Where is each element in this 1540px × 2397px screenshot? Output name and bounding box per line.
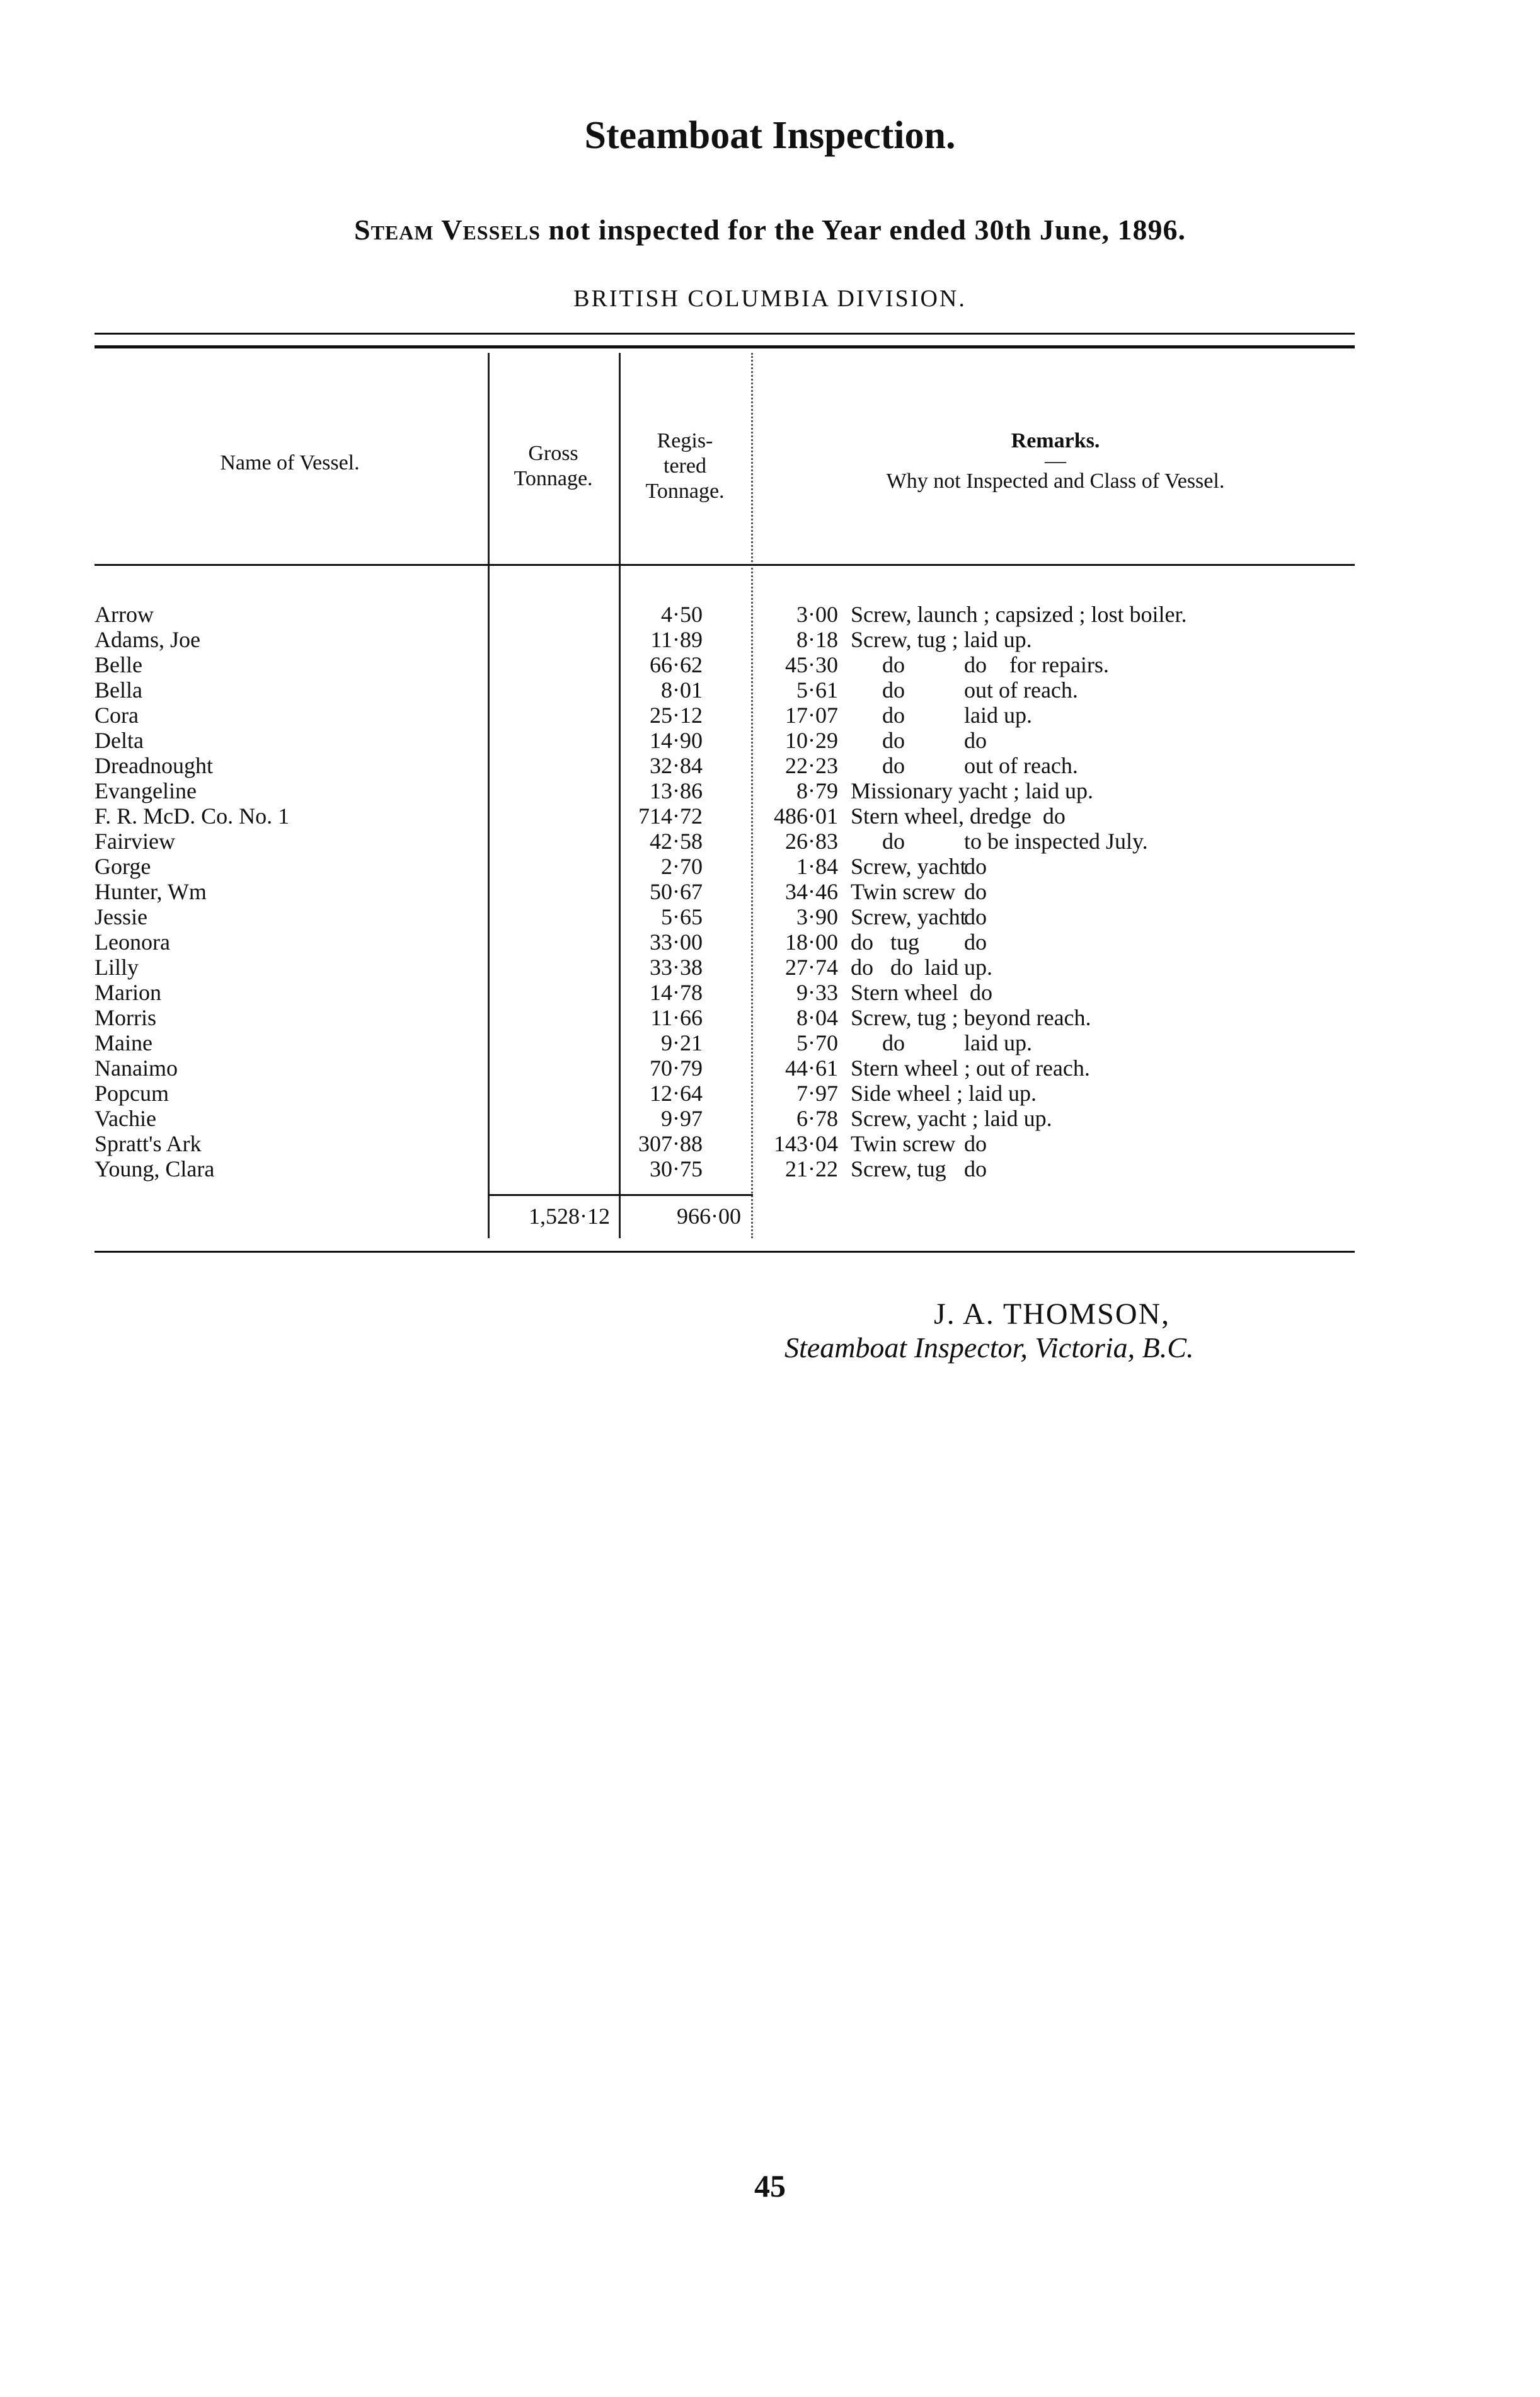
table-row (95, 728, 1355, 753)
gross-tonnage: 33·00 (650, 929, 703, 955)
vessel-name: Young, Clara (95, 1156, 218, 1181)
remarks-ditto: do (964, 728, 987, 753)
registered-tonnage: 22·23 (785, 753, 838, 778)
table-row (95, 803, 1355, 829)
table-row (95, 879, 1355, 904)
table-row (95, 929, 1355, 955)
division-heading: BRITISH COLUMBIA DIVISION. (573, 285, 967, 312)
subtitle-rest: not inspected for the Year ended 30th June, 1896. (540, 214, 1186, 246)
remarks-text: do (882, 703, 905, 728)
vessel-name: Leonora (95, 929, 174, 955)
remarks-text: do tug (851, 929, 920, 955)
remarks-text: Screw, launch ; capsized ; lost boiler. (851, 602, 1187, 627)
header-bottom-rule (95, 564, 1355, 566)
gross-tonnage: 4·50 (661, 602, 703, 627)
vessel-name-cell (95, 904, 485, 929)
gross-tonnage: 50·67 (650, 879, 703, 904)
vessel-name-cell (95, 602, 485, 627)
vessel-name-cell (95, 703, 485, 728)
table-row (95, 703, 1355, 728)
registered-tonnage: 3·90 (796, 904, 838, 929)
registered-tonnage: 8·79 (796, 778, 838, 803)
registered-tonnage: 45·30 (785, 652, 838, 677)
header-reg-line1: Regis- (657, 429, 713, 452)
registered-tonnage: 9·33 (796, 980, 838, 1005)
vessel-name: Gorge (95, 854, 154, 879)
remarks-ditto: do (964, 1156, 987, 1181)
remarks-text: do do laid up. (851, 955, 992, 980)
vessel-name-cell (95, 955, 485, 980)
table-row (95, 1156, 1355, 1181)
total-gross-tonnage: 1,528·12 (529, 1204, 610, 1229)
table-row (95, 904, 1355, 929)
vessel-name-cell (95, 778, 485, 803)
gross-tonnage: 42·58 (650, 829, 703, 854)
vessel-name-cell (95, 854, 485, 879)
table-row (95, 602, 1355, 627)
gross-tonnage: 9·21 (661, 1030, 703, 1055)
table-row (95, 829, 1355, 854)
remarks-text: Screw, tug ; laid up. (851, 627, 1032, 652)
vessel-name: Nanaimo (95, 1055, 181, 1081)
vessel-name: Delta (95, 728, 147, 753)
remarks-ditto: do for repairs. (964, 652, 1109, 677)
total-registered-tonnage: 966·00 (677, 1204, 741, 1229)
signature-title: Steamboat Inspector, Victoria, B.C. (784, 1331, 1194, 1364)
header-remarks-line1: Remarks. (1011, 429, 1100, 452)
table-row (95, 627, 1355, 652)
gross-tonnage: 12·64 (650, 1081, 703, 1106)
remarks-ditto: to be inspected July. (964, 829, 1148, 854)
table-row (95, 1030, 1355, 1055)
registered-tonnage: 5·61 (796, 677, 838, 703)
vessel-table-body (95, 602, 1355, 1181)
vessel-name-cell (95, 980, 485, 1005)
registered-tonnage: 18·00 (785, 929, 838, 955)
header-remarks-dash: — (1045, 449, 1066, 473)
remarks-text: Twin screw (851, 879, 956, 904)
registered-tonnage: 6·78 (796, 1106, 838, 1131)
gross-tonnage: 14·90 (650, 728, 703, 753)
remarks-text: do (882, 1030, 905, 1055)
registered-tonnage: 8·18 (796, 627, 838, 652)
gross-tonnage: 33·38 (650, 955, 703, 980)
vessel-name: Spratt's Ark (95, 1131, 205, 1156)
remarks-text: do (882, 728, 905, 753)
registered-tonnage: 34·46 (785, 879, 838, 904)
gross-tonnage: 25·12 (650, 703, 703, 728)
top-rule-thick (95, 345, 1355, 348)
gross-tonnage: 70·79 (650, 1055, 703, 1081)
vessel-name: Hunter, Wm (95, 879, 210, 904)
gross-tonnage: 307·88 (638, 1131, 703, 1156)
registered-tonnage: 486·01 (774, 803, 838, 829)
remarks-text: Stern wheel do (851, 980, 992, 1005)
table-row (95, 980, 1355, 1005)
remarks-ditto: do (964, 879, 987, 904)
table-row (95, 753, 1355, 778)
remarks-ditto: do (964, 904, 987, 929)
table-bottom-rule (95, 1251, 1355, 1253)
vessel-name: Evangeline (95, 778, 200, 803)
remarks-text: do (882, 829, 905, 854)
header-reg-line2: tered (664, 454, 706, 478)
registered-tonnage: 5·70 (796, 1030, 838, 1055)
vessel-name-cell (95, 627, 485, 652)
registered-tonnage: 1·84 (796, 854, 838, 879)
signature-name: J. A. THOMSON, (934, 1297, 1171, 1331)
totals-rule (488, 1194, 753, 1196)
header-gross (490, 441, 616, 491)
vessel-name: Cora (95, 703, 142, 728)
remarks-text: Stern wheel, dredge do (851, 803, 1066, 829)
table-row (95, 652, 1355, 677)
remarks-ditto: laid up. (964, 703, 1032, 728)
header-name: Name of Vessel. (220, 451, 360, 474)
vessel-name-cell (95, 929, 485, 955)
header-gross-line2: Tonnage. (514, 467, 593, 490)
gross-tonnage: 2·70 (661, 854, 703, 879)
remarks-text: Screw, yacht ; laid up. (851, 1106, 1052, 1131)
remarks-text: do (882, 652, 905, 677)
page-title: Steamboat Inspection. (584, 114, 956, 157)
vessel-name: Marion (95, 980, 165, 1005)
registered-tonnage: 17·07 (785, 703, 838, 728)
remarks-text: Screw, yacht (851, 854, 967, 879)
table-row (95, 955, 1355, 980)
registered-tonnage: 26·83 (785, 829, 838, 854)
subtitle-small-caps: Steam Vessels (353, 214, 541, 246)
gross-tonnage: 14·78 (650, 980, 703, 1005)
vessel-name-cell (95, 1030, 485, 1055)
vessel-name-cell (95, 1055, 485, 1081)
remarks-text: Stern wheel ; out of reach. (851, 1055, 1090, 1081)
header-remarks-line2: Why not Inspected and Class of Vessel. (886, 469, 1225, 493)
gross-tonnage: 714·72 (638, 803, 703, 829)
table-row (95, 1081, 1355, 1106)
remarks-ditto: do (964, 854, 987, 879)
vessel-name-cell (95, 1106, 485, 1131)
vessel-name: Fairview (95, 829, 179, 854)
vessel-name-cell (95, 728, 485, 753)
vessel-name-cell (95, 829, 485, 854)
vessel-name: Dreadnought (95, 753, 217, 778)
table-row (95, 1005, 1355, 1030)
vessel-name: Popcum (95, 1081, 173, 1106)
registered-tonnage: 10·29 (785, 728, 838, 753)
remarks-text: Screw, tug ; beyond reach. (851, 1005, 1091, 1030)
registered-tonnage: 3·00 (796, 602, 838, 627)
registered-tonnage: 21·22 (785, 1156, 838, 1181)
gross-tonnage: 13·86 (650, 778, 703, 803)
table-row (95, 778, 1355, 803)
page-number: 45 (754, 2168, 786, 2204)
remarks-text: do (882, 677, 905, 703)
gross-tonnage: 9·97 (661, 1106, 703, 1131)
gross-tonnage: 8·01 (661, 677, 703, 703)
table-row (95, 1106, 1355, 1131)
vessel-name-cell (95, 1131, 485, 1156)
table-row (95, 1131, 1355, 1156)
table-row (95, 677, 1355, 703)
registered-tonnage: 27·74 (785, 955, 838, 980)
remarks-ditto: out of reach. (964, 753, 1078, 778)
gross-tonnage: 30·75 (650, 1156, 703, 1181)
vessel-name: Bella (95, 677, 146, 703)
remarks-text: Screw, tug (851, 1156, 946, 1181)
vessel-name: Adams, Joe (95, 627, 204, 652)
remarks-ditto: do (964, 1131, 987, 1156)
header-registered (621, 428, 749, 504)
registered-tonnage: 143·04 (774, 1131, 838, 1156)
vessel-name-cell (95, 879, 485, 904)
gross-tonnage: 11·89 (650, 627, 703, 652)
vessel-name: Belle (95, 652, 146, 677)
header-remarks (756, 428, 1355, 494)
vessel-name-cell (95, 753, 485, 778)
table-row (95, 1055, 1355, 1081)
remarks-text: Missionary yacht ; laid up. (851, 778, 1093, 803)
gross-tonnage: 66·62 (650, 652, 703, 677)
vessel-name: F. R. McD. Co. No. 1 (95, 803, 293, 829)
vessel-name-cell (95, 1156, 485, 1181)
remarks-text: Twin screw (851, 1131, 956, 1156)
registered-tonnage: 8·04 (796, 1005, 838, 1030)
vessel-name: Vachie (95, 1106, 160, 1131)
gross-tonnage: 5·65 (661, 904, 703, 929)
vessel-name-cell (95, 1081, 485, 1106)
vessel-name-cell (95, 803, 485, 829)
vessel-name: Lilly (95, 955, 142, 980)
gross-tonnage: 32·84 (650, 753, 703, 778)
vessel-name-cell (95, 1005, 485, 1030)
gross-tonnage: 11·66 (650, 1005, 703, 1030)
registered-tonnage: 44·61 (785, 1055, 838, 1081)
table-row (95, 854, 1355, 879)
remarks-text: Side wheel ; laid up. (851, 1081, 1037, 1106)
vessel-name: Maine (95, 1030, 156, 1055)
vessel-name-cell (95, 677, 485, 703)
remarks-ditto: laid up. (964, 1030, 1032, 1055)
header-reg-line3: Tonnage. (645, 480, 725, 503)
top-rule-thin (95, 333, 1355, 335)
vessel-name: Jessie (95, 904, 151, 929)
subtitle (0, 213, 1540, 246)
vessel-name: Morris (95, 1005, 160, 1030)
remarks-ditto: do (964, 929, 987, 955)
remarks-ditto: out of reach. (964, 677, 1078, 703)
remarks-text: do (882, 753, 905, 778)
registered-tonnage: 7·97 (796, 1081, 838, 1106)
header-gross-line1: Gross (528, 442, 578, 465)
vessel-name-cell (95, 652, 485, 677)
remarks-text: Screw, yacht (851, 904, 967, 929)
vessel-name: Arrow (95, 602, 158, 627)
